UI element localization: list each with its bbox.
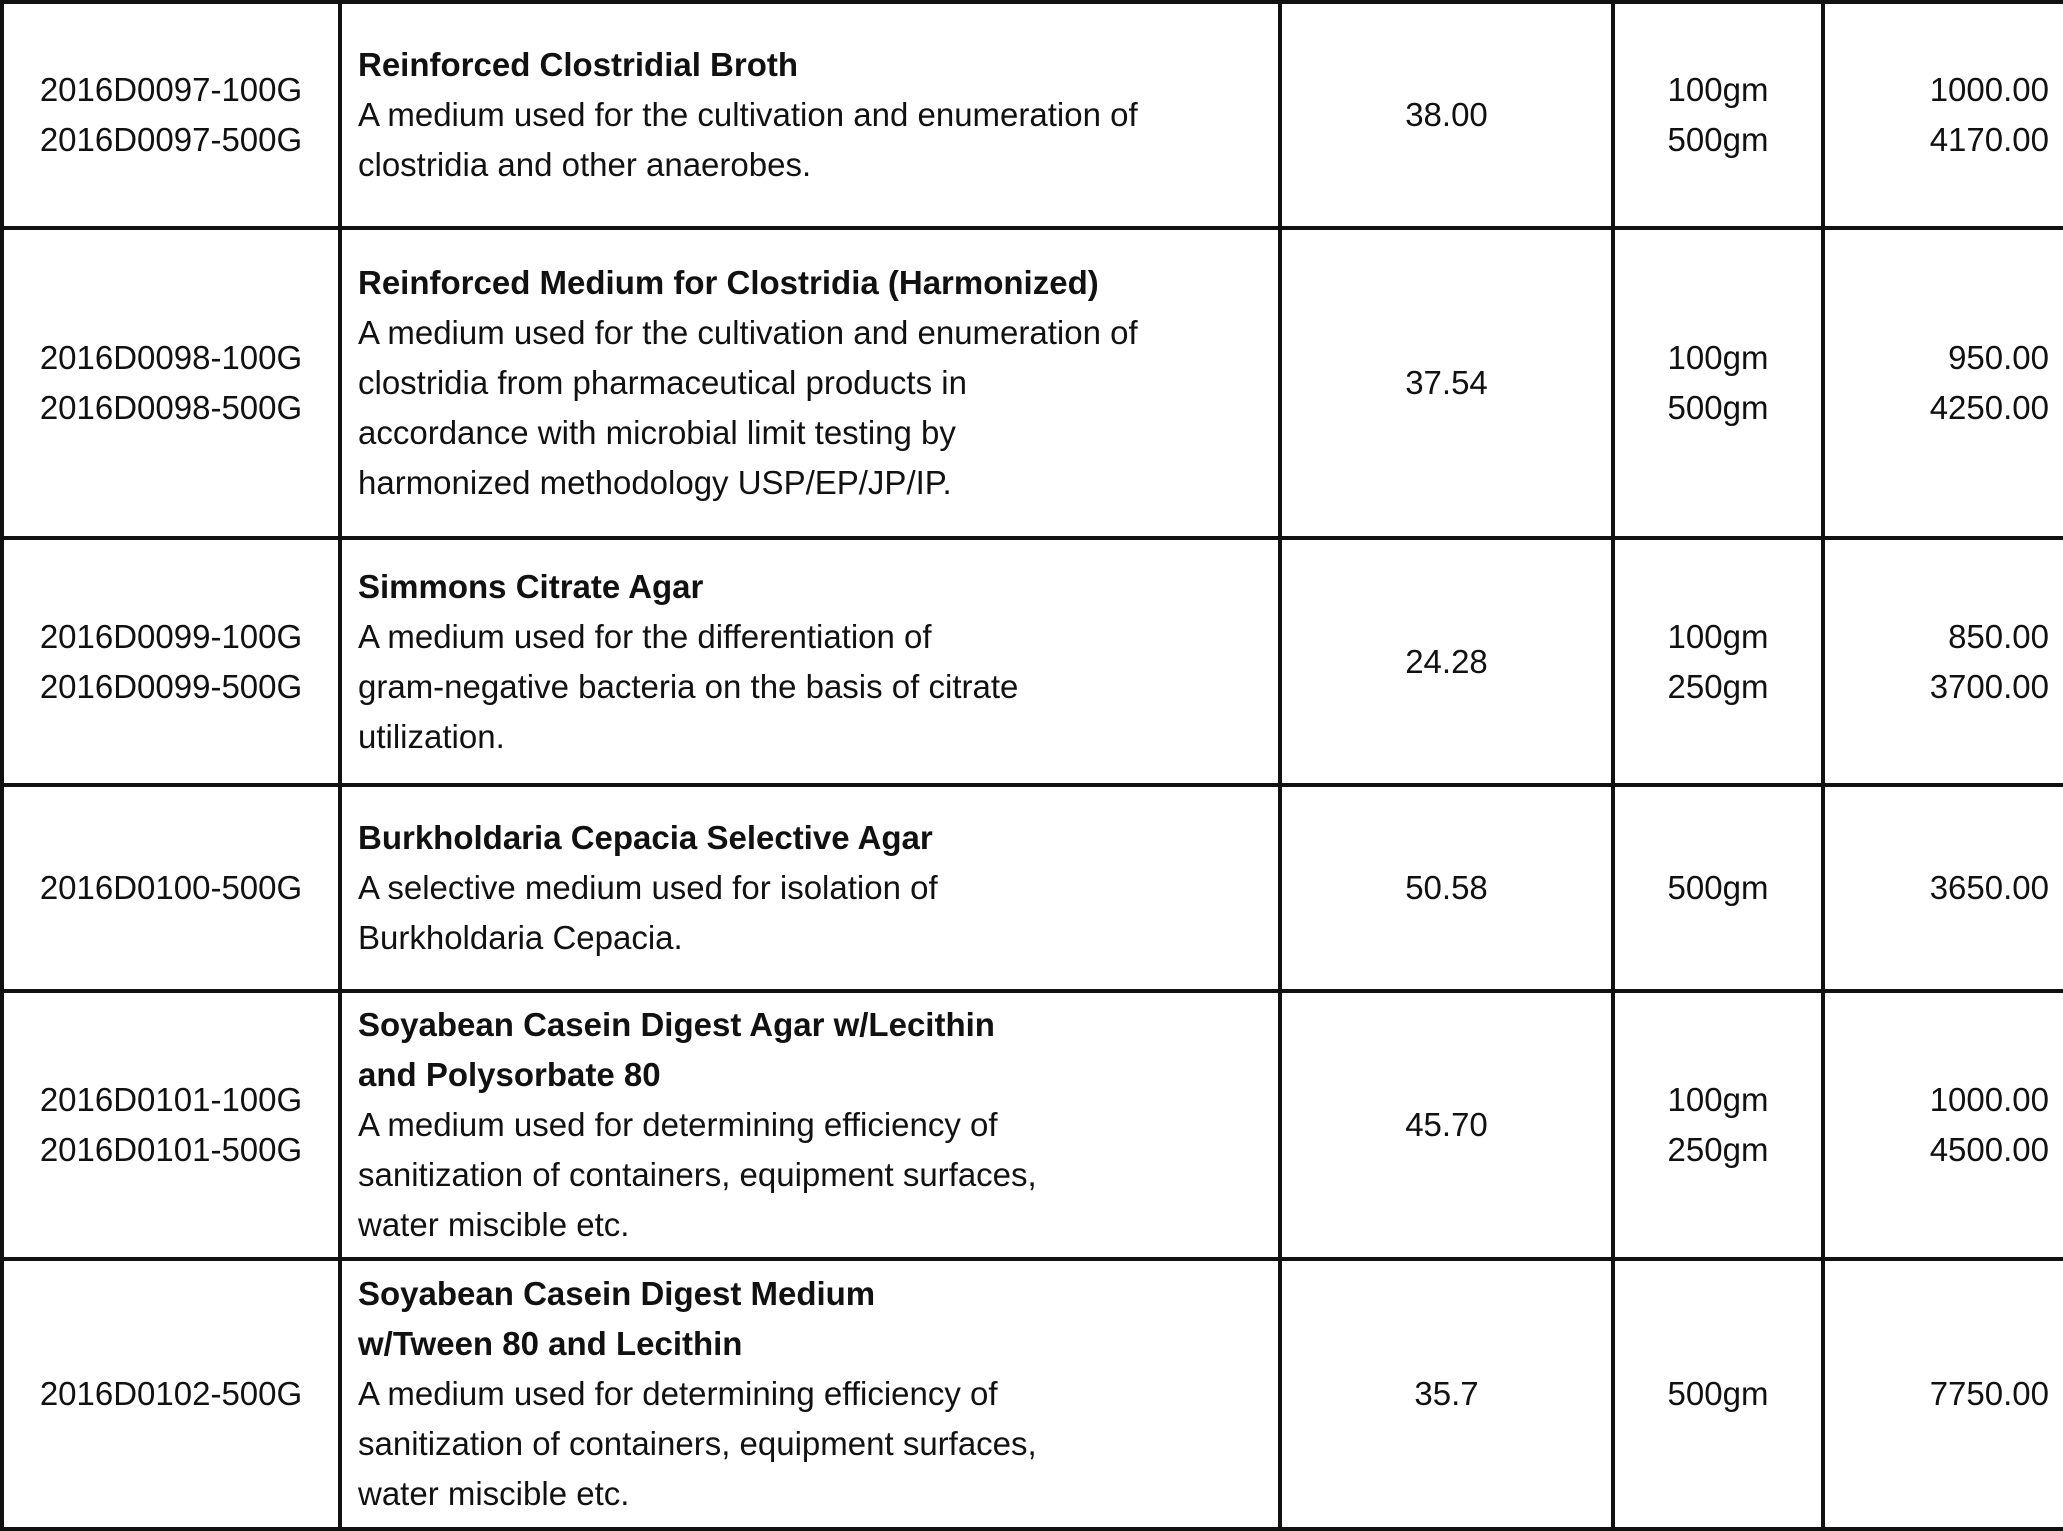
description-line: Burkholdaria Cepacia.	[358, 919, 683, 956]
product-description-cell	[340, 785, 1280, 991]
description-line: harmonized methodology USP/EP/JP/IP.	[358, 464, 952, 501]
price: 1000.00	[1929, 71, 2049, 108]
description-line: A medium used for the differentiation of	[358, 617, 932, 655]
product-description-cell	[340, 538, 1280, 785]
price-cell	[1823, 1259, 2063, 1529]
product-name: Soyabean Casein Digest Medium	[358, 1275, 876, 1312]
product-code-cell	[2, 785, 340, 991]
description-line: sanitization of containers, equipment surfaces,	[358, 1156, 1037, 1193]
pack-size: 500gm	[1667, 1375, 1769, 1412]
description-line: water miscible etc.	[358, 1475, 630, 1512]
table-row	[2, 785, 2063, 991]
price-cell	[1823, 2, 2063, 228]
pack-size-cell	[1613, 538, 1823, 785]
description-line: clostridia and other anaerobes.	[358, 146, 812, 183]
price: 7750.00	[1929, 1375, 2049, 1412]
price: 850.00	[1948, 617, 2049, 655]
molecular-weight: 35.7	[1280, 1259, 1613, 1529]
price-cell	[1823, 991, 2063, 1259]
description-line: clostridia from pharmaceutical products in	[358, 364, 967, 401]
pack-size-cell	[1613, 785, 1823, 991]
description-line: A selective medium used for isolation of	[358, 869, 938, 906]
price: 4500.00	[1929, 1131, 2049, 1168]
product-code: 2016D0098-500G	[39, 389, 303, 426]
product-code: 2016D0098-100G	[39, 339, 303, 376]
pack-size: 100gm	[1667, 1081, 1769, 1118]
description-line: A medium used for the cultivation and enumeration of	[358, 314, 1138, 351]
pack-size-cell	[1613, 1259, 1823, 1529]
description-line: sanitization of containers, equipment surfaces,	[358, 1425, 1037, 1462]
pack-size: 100gm	[1667, 71, 1769, 108]
product-description-cell	[340, 228, 1280, 538]
price: 3700.00	[1929, 667, 2049, 705]
pack-size-cell	[1613, 991, 1823, 1259]
price: 950.00	[1948, 339, 2049, 376]
product-code: 2016D0101-100G	[39, 1081, 303, 1118]
pack-size: 500gm	[1667, 869, 1769, 906]
product-code-cell	[2, 991, 340, 1259]
product-name: Soyabean Casein Digest Agar w/Lecithin	[358, 1006, 995, 1043]
molecular-weight: 38.00	[1280, 2, 1613, 228]
molecular-weight: 50.58	[1280, 785, 1613, 991]
product-code: 2016D0099-100G	[39, 617, 303, 655]
price: 3650.00	[1929, 869, 2049, 906]
pack-size: 500gm	[1667, 389, 1769, 426]
price-cell	[1823, 228, 2063, 538]
price: 4170.00	[1929, 121, 2049, 158]
price: 4250.00	[1929, 389, 2049, 426]
table-row	[2, 228, 2063, 538]
description-line: water miscible etc.	[358, 1206, 630, 1243]
molecular-weight: 24.28	[1280, 538, 1613, 785]
product-name: and Polysorbate 80	[358, 1056, 661, 1093]
table-row	[2, 2, 2063, 228]
product-name: w/Tween 80 and Lecithin	[358, 1325, 743, 1362]
pack-size: 250gm	[1667, 1131, 1769, 1168]
product-code-cell	[2, 2, 340, 228]
product-description-cell	[340, 1259, 1280, 1529]
product-code: 2016D0099-500G	[39, 667, 303, 705]
product-name: Burkholdaria Cepacia Selective Agar	[358, 819, 933, 856]
product-code: 2016D0097-100G	[39, 71, 303, 108]
product-code: 2016D0100-500G	[39, 869, 303, 906]
table-row	[2, 991, 2063, 1259]
product-code-cell	[2, 228, 340, 538]
description-line: accordance with microbial limit testing by	[358, 414, 956, 451]
price-cell	[1823, 785, 2063, 991]
description-line: A medium used for determining efficiency of	[358, 1106, 998, 1143]
price-cell	[1823, 538, 2063, 785]
product-description-cell	[340, 2, 1280, 228]
table-row	[2, 538, 2063, 785]
pack-size-cell	[1613, 228, 1823, 538]
description-line: A medium used for the cultivation and enumeration of	[358, 96, 1138, 133]
table-row	[2, 1259, 2063, 1529]
product-code-cell	[2, 538, 340, 785]
molecular-weight: 37.54	[1280, 228, 1613, 538]
pack-size: 500gm	[1667, 121, 1769, 158]
pack-size-cell	[1613, 2, 1823, 228]
product-code-cell	[2, 1259, 340, 1529]
product-code: 2016D0097-500G	[39, 121, 303, 158]
pack-size: 250gm	[1667, 667, 1769, 705]
description-line: gram-negative bacteria on the basis of citrate	[358, 667, 1019, 705]
product-name: Simmons Citrate Agar	[358, 567, 704, 605]
product-code: 2016D0101-500G	[39, 1131, 303, 1168]
product-code: 2016D0102-500G	[39, 1375, 303, 1412]
molecular-weight: 45.70	[1280, 991, 1613, 1259]
product-name: Reinforced Clostridial Broth	[358, 46, 799, 83]
pack-size: 100gm	[1667, 617, 1769, 655]
description-line: A medium used for determining efficiency of	[358, 1375, 998, 1412]
pack-size: 100gm	[1667, 339, 1769, 376]
price: 1000.00	[1929, 1081, 2049, 1118]
description-line: utilization.	[358, 717, 505, 755]
product-name: Reinforced Medium for Clostridia (Harmonized)	[358, 264, 1099, 301]
product-description-cell	[340, 991, 1280, 1259]
